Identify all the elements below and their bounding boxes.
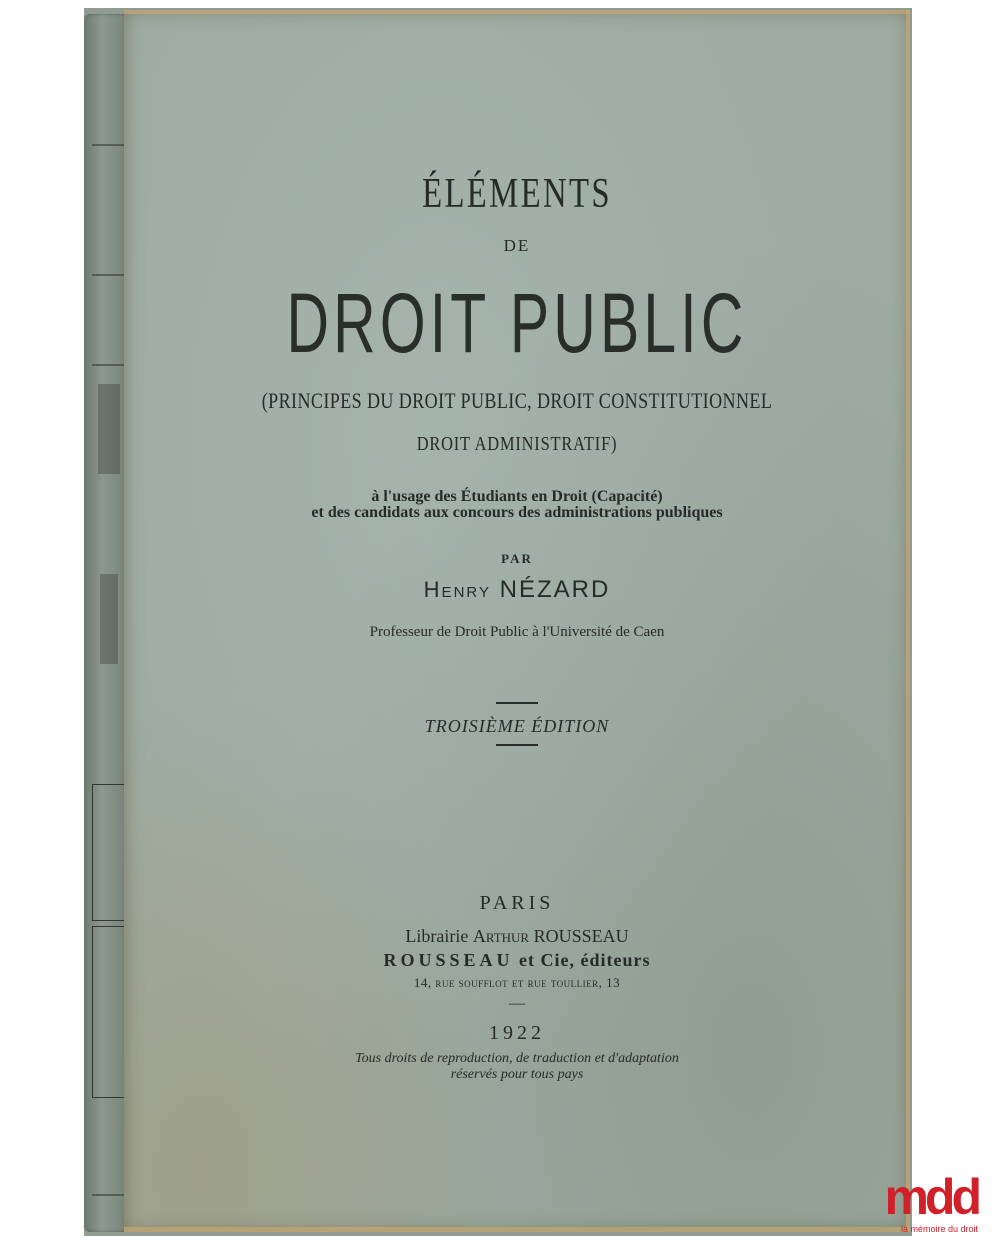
title-elements: ÉLÉMENTS (422, 171, 612, 217)
spine-rule (92, 144, 126, 146)
by-label: PAR (501, 551, 533, 566)
spine-rule (92, 1194, 126, 1196)
author-first-name: Henry (423, 577, 491, 602)
publisher-line-1-b: Arthur (472, 926, 530, 946)
usage-line-2: et des candidats aux concours des administrations publiques (311, 504, 723, 521)
logo-tagline: la mémoire du droit (900, 1224, 978, 1234)
spine-rule (92, 364, 126, 366)
cover-edge-wear (124, 10, 910, 14)
spine-label-box (92, 784, 128, 921)
rights-line-2: réservés pour tous pays (450, 1067, 584, 1082)
spine-rule (92, 274, 126, 276)
author-title: Professeur de Droit Public à l'Université de Caen (369, 624, 665, 640)
author-name (124, 576, 910, 604)
spine-title-block (100, 574, 118, 664)
publisher-line-1-a: Librairie (405, 926, 469, 946)
logo-mark: mdd (884, 1169, 978, 1225)
edition-label: TROISIÈME ÉDITION (424, 716, 610, 736)
publisher-line-2 (124, 950, 910, 971)
usage-line-1: à l'usage des Étudiants en Droit (Capacité) (371, 488, 663, 505)
cover-edge-wear (124, 1227, 910, 1232)
rights-line-1: Tous droits de reproduction, de traduction et d'adaptation (355, 1051, 679, 1066)
subtitle-line-1: (PRINCIPES DU DROIT PUBLIC, DROIT CONSTITUTIONNEL (261, 388, 773, 413)
spine-title-block (98, 384, 120, 474)
publisher-line-1 (124, 926, 910, 947)
book-cover (124, 10, 910, 1232)
publisher-address: 14, rue soufflot et rue toullier, 13 (413, 975, 621, 990)
cover-edge-wear (906, 10, 910, 1232)
mdd-logo (878, 1169, 978, 1236)
title-main: DROIT PUBLIC (286, 276, 748, 370)
publisher-city: PARIS (479, 892, 555, 914)
publisher-line-2-a: ROUSSEAU (383, 950, 514, 970)
publication-year: 1922 (489, 1022, 545, 1044)
subtitle-line-2: DROIT ADMINISTRATIF) (416, 433, 618, 455)
separator-dash: — (509, 995, 525, 1012)
edition-rule-bottom (496, 744, 538, 746)
edition-rule-top (496, 702, 538, 704)
spine-label-box (92, 926, 128, 1098)
title-de: DE (503, 236, 531, 255)
publisher-line-1-c: ROUSSEAU (533, 926, 629, 946)
author-last-name: NÉZARD (499, 576, 611, 603)
publisher-line-2-b: et Cie, éditeurs (519, 950, 651, 970)
